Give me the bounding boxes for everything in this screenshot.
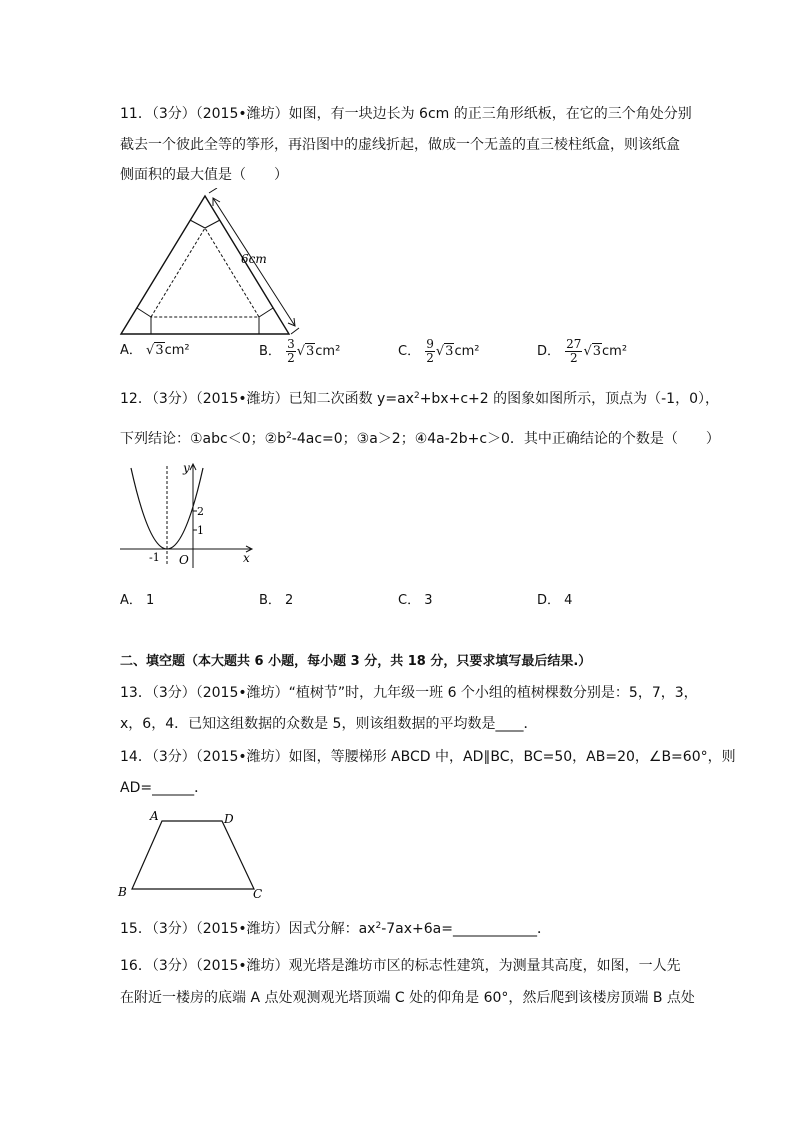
q14-line-1: 14．（3分）（2015•潍坊）如图，等腰梯形 ABCD 中，AD∥BC，BC=50，AB=20，∠B=60°，则 — [120, 749, 736, 765]
one-label: 1 — [197, 524, 204, 537]
label-6cm: 6cm — [241, 252, 267, 266]
q12-line-1 — [120, 389, 719, 409]
q11-line-1: 11．（3分）（2015•潍坊）如图，有一块边长为 6cm 的正三角形纸板，在它的三个角处分别 — [120, 106, 692, 122]
unit: cm² — [602, 344, 628, 359]
vertex-d: D — [224, 812, 234, 826]
text: -7ax+6a=____________． — [381, 921, 551, 937]
q11-option-c — [398, 338, 479, 365]
q13-line-2: x，6，4．已知这组数据的众数是 5，则该组数据的平均数是____． — [120, 716, 538, 732]
fraction — [565, 338, 582, 365]
q12-option-d: D． 4 — [537, 593, 573, 608]
denominator: 2 — [287, 351, 295, 365]
unit: cm² — [164, 343, 190, 358]
q12-option-b: B． 2 — [259, 593, 294, 608]
unit: cm² — [315, 344, 341, 359]
tick-line — [291, 328, 299, 334]
origin-label: O — [179, 553, 189, 567]
q16-line-1: 16．（3分）（2015•潍坊）观光塔是潍坊市区的标志性建筑，为测量其高度，如图，一人先 — [120, 958, 681, 974]
cut-line — [137, 308, 151, 317]
sqrt-expression: √3 — [296, 344, 315, 359]
q12-parabola-graph — [115, 460, 260, 570]
tick-line — [209, 188, 217, 193]
vertex-c: C — [253, 887, 263, 901]
radicand: 3 — [306, 344, 315, 359]
superscript: 2 — [375, 921, 382, 931]
q14-trapezoid-figure — [112, 806, 272, 902]
q11-option-b — [259, 338, 340, 365]
vertex-a: A — [150, 809, 159, 823]
superscript: 2 — [286, 431, 292, 441]
q16-line-2: 在附近一楼房的底端 A 点处观测观光塔顶端 C 处的仰角是 60°，然后爬到该楼房顶端 B 点处 — [120, 990, 695, 1006]
q11-option-a — [120, 341, 190, 361]
two-label: 2 — [197, 505, 204, 518]
sqrt-expression: √3 — [583, 344, 602, 359]
q11-line-3: 侧面积的最大值是（ ） — [120, 167, 288, 183]
q11-option-d — [537, 338, 627, 365]
vertex-b: B — [118, 885, 127, 899]
fraction — [425, 338, 435, 365]
text: -4ac=0；③a＞2；④4a-2b+c＞0．其中正确结论的个数是（ ） — [291, 431, 720, 447]
denominator: 2 — [426, 351, 434, 365]
q12-option-a: A． 1 — [120, 593, 155, 608]
radicand: 3 — [592, 344, 602, 359]
numerator: 3 — [287, 337, 295, 351]
x-label: x — [243, 551, 250, 565]
option-letter: D． — [537, 344, 561, 359]
superscript: 2 — [413, 391, 420, 401]
text: +bx+c+2 的图象如图所示，顶点为（-1，0）， — [419, 391, 719, 407]
trapezoid — [132, 821, 254, 889]
cut-line — [205, 220, 220, 228]
numerator: 9 — [426, 337, 434, 351]
fraction — [286, 338, 296, 365]
neg-one-label: -1 — [149, 551, 160, 564]
text: 15．（3分）（2015•潍坊）因式分解：ax — [120, 921, 376, 937]
sqrt-expression: √3 — [435, 344, 454, 359]
q13-line-1: 13．（3分）（2015•潍坊）“植树节”时，九年级一班 6 个小组的植树棵数分别是：5，7，3， — [120, 685, 698, 701]
q15-line-1 — [120, 919, 551, 939]
q12-line-2 — [120, 429, 720, 449]
unit: cm² — [454, 344, 480, 359]
text: 12．（3分）（2015•潍坊）已知二次函数 y=ax — [120, 391, 414, 407]
radicand: 3 — [155, 343, 164, 358]
y-label: y — [183, 461, 190, 475]
q14-line-2: AD=______． — [120, 780, 209, 796]
q11-line-2: 截去一个彼此全等的筝形，再沿图中的虚线折起，做成一个无盖的直三棱柱纸盒，则该纸盒 — [120, 137, 680, 153]
section-2-heading: 二、填空题（本大题共 6 小题，每小题 3 分，共 18 分，只要求填写最后结果.） — [120, 654, 592, 669]
option-letter: C． — [398, 344, 421, 359]
numerator: 27 — [566, 337, 582, 351]
sqrt-expression: √3 — [146, 343, 164, 358]
inner-dashed-triangle — [151, 228, 259, 317]
text: 下列结论：①abc＜0；②b — [120, 431, 287, 447]
q11-triangle-figure — [115, 188, 305, 338]
option-letter: A． — [120, 343, 142, 358]
cut-line — [259, 308, 273, 317]
q12-option-c: C． 3 — [398, 593, 433, 608]
cut-line — [190, 220, 205, 228]
denominator: 2 — [569, 351, 578, 365]
option-letter: B． — [259, 344, 281, 359]
radicand: 3 — [445, 344, 454, 359]
